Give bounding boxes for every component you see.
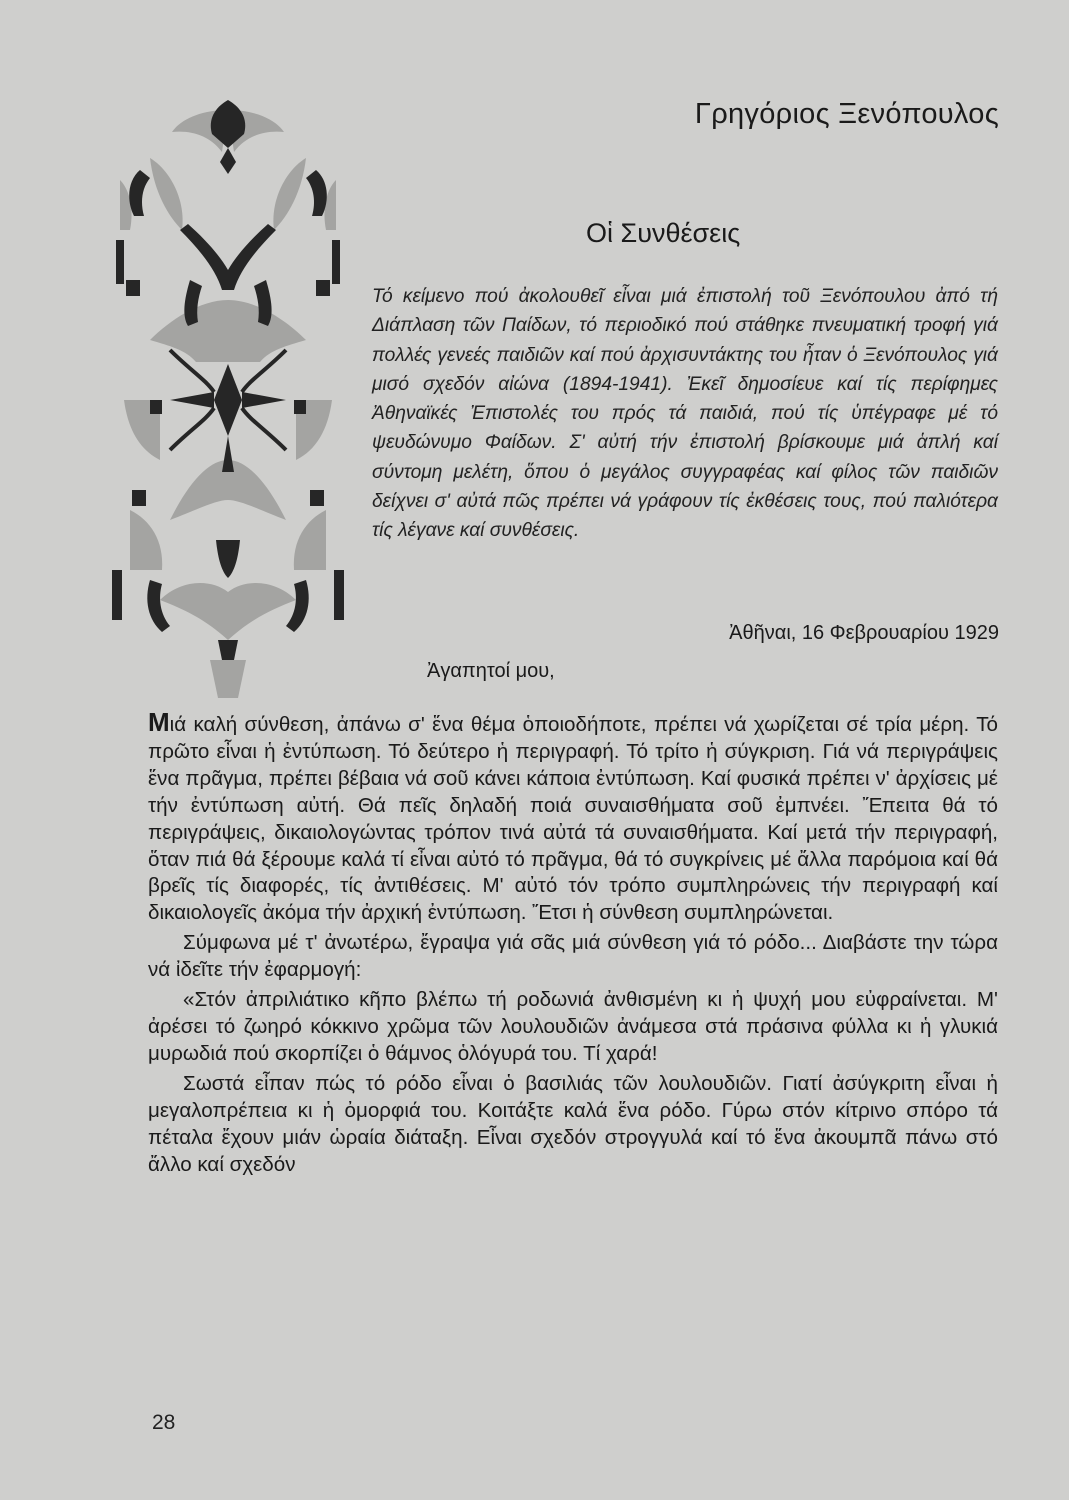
letter-paragraph-4: Σωστά εἶπαν πώς τό ρόδο εἶναι ὁ βασιλιάς τῶν λουλουδιῶν. Γιατί ἀσύγκριτη εἶναι ἡ μεγαλοπρέπεια κι ἡ ὀμορφιά του. Κοιτάξτε καλά ἕνα ρόδο. Γύρω στόν κίτρινο σπόρο τά πέταλα ἔχουν μιάν ὡραία διάταξη. Εἶναι σχεδόν στρογγυλά καί τό ἕνα ἀκουμπᾶ πάνω στό ἄλλο καί σχεδόν bbox=[148, 1071, 998, 1176]
letter-salutation: Ἀγαπητοί μου, bbox=[427, 660, 555, 682]
drop-cap: Μ bbox=[148, 707, 170, 737]
folk-ornament-icon bbox=[110, 100, 346, 698]
author-name: Γρηγόριος Ξενόπουλος bbox=[694, 98, 999, 130]
letter-body bbox=[148, 709, 998, 1181]
letter-dateline: Ἀθῆναι, 16 Φεβρουαρίου 1929 bbox=[729, 622, 999, 644]
article-title: Οἱ Συνθέσεις bbox=[586, 218, 741, 248]
letter-paragraph-1 bbox=[148, 709, 998, 927]
intro-paragraph: Τό κείμενο πού ἀκολουθεῖ εἶναι μιά ἐπιστολή τοῦ Ξενόπουλου ἀπό τή Διάπλαση τῶν Παίδων, τό περιοδικό πού στάθηκε πνευματική τροφή γιά πολλές γενεές παιδιῶν καί πού ἀρχισυντάκτης του ἦταν ὁ Ξενόπουλος γιά μισό σχεδόν αἰώνα (1894-1941). Ἐκεῖ δημοσίευε καί τίς περίφημες Ἀθηναϊκές Ἐπιστολές του πρός τά παιδιά, πού τίς ὑπέγραφε μέ τό ψευδώνυμο Φαίδων. Σ' αὐτή τήν ἐπιστολή βρίσκουμε μιά ἁπλή καί σύντομη μελέτη, ὅπου ὁ μεγάλος συγγραφέας καί φίλος τῶν παιδιῶν δείχνει σ' αὐτά πῶς πρέπει νά γράφουν τίς ἐκθέσεις τους, πού παλιότερα τίς λέγανε καί συνθέσεις. bbox=[372, 286, 998, 542]
letter-paragraph-3: «Στόν ἀπριλιάτικο κῆπο βλέπω τή ροδωνιά ἀνθισμένη κι ἡ ψυχή μου εὐφραίνεται. Μ' ἀρέσει τό ζωηρό κόκκινο χρῶμα τῶν λουλουδιῶν ἀνάμεσα στά πράσινα φύλλα κι ἡ γλυκιά μυρωδιά πού σκορπίζει ὁ θάμνος ὁλόγυρά του. Τί χαρά! bbox=[148, 988, 998, 1065]
paragraph-1-text: ιά καλή σύνθεση, ἀπάνω σ' ἕνα θέμα ὁποιοδήποτε, πρέπει νά χωρίζεται σέ τρία μέρη. Τό πρῶτο εἶναι ἡ ἐντύπωση. Τό δεύτερο ἡ περιγραφή. Τό τρίτο ἡ σύγκριση. Γιά νά περιγράψεις ἕνα πρᾶγμα, πρέπει βέβαια νά σοῦ κάνει κάποια ἐντύπωση. Καί φυσικά πρέπει ν' ἀρχίσεις μέ τήν ἐντύπωση αὐτή. Θά πεῖς δηλαδή ποιά συναισθήματα σοῦ ἐμπνέει. Ἔπειτα θά τό περιγράψεις, δικαιολογώντας τρόπον τινά αὐτά τά συναισθήματα. Καί μετά τήν περιγραφή, ὅταν πιά θά ξέρουμε καλά τί εἶναι αὐτό τό πρᾶγμα, θά τό συγκρίνεις μέ ἄλλα παρόμοια καί θά βρεῖς τίς διαφορές, τίς ἀντιθέσεις. Μ' αὐτό τόν τρόπο συμπληρώνεις τήν περιγραφή καί δικαιολογεῖς ἀκόμα τήν ἀρχική ἐντύπωση. Ἔτσι ἡ σύνθεση συμπληρώνεται. bbox=[148, 713, 998, 925]
letter-paragraph-2: Σύμφωνα μέ τ' ἀνωτέρω, ἔγραψα γιά σᾶς μιά σύνθεση γιά τό ρόδο... Διαβάστε την τώρα νά ἰδεῖτε τήν ἐφαρμογή: bbox=[148, 931, 998, 982]
page-number: 28 bbox=[152, 1411, 176, 1434]
